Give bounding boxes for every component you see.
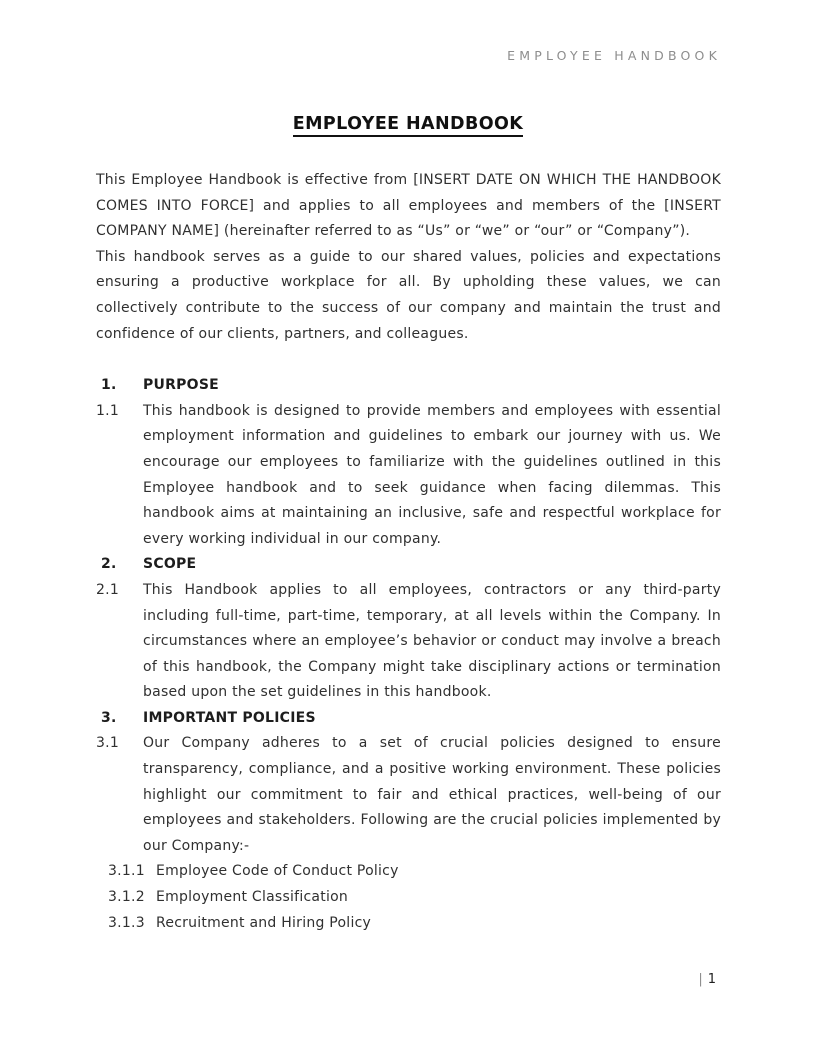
footer-separator: | — [698, 972, 703, 987]
clause — [96, 731, 721, 859]
section-number: 1. — [101, 377, 117, 394]
clause — [96, 399, 721, 553]
intro-paragraph-1: This Employee Handbook is effective from [INSERT DATE ON WHICH THE HANDBOOK COMES INTO FORCE] and applies to all employees and members of the [INSERT COMPANY NAME] (hereinafter referred to as “Us” or “we” or “our” or “Company”). — [96, 172, 721, 240]
policy-item-label: Employee Code of Conduct Policy — [156, 863, 399, 880]
section-important-policies — [96, 706, 721, 936]
section-title: IMPORTANT POLICIES — [143, 709, 316, 726]
policy-item-label: Recruitment and Hiring Policy — [156, 914, 372, 931]
policy-item-number: 3.1.3 — [108, 914, 145, 931]
section-scope — [96, 552, 721, 706]
clause-number: 2.1 — [96, 581, 120, 598]
section-heading — [96, 373, 721, 399]
clause — [96, 578, 721, 706]
section-heading — [96, 706, 721, 732]
running-header: EMPLOYEE HANDBOOK — [507, 48, 721, 63]
section-number: 2. — [101, 556, 117, 573]
policy-item-label: Employment Classification — [156, 889, 349, 906]
policy-item-number: 3.1.2 — [108, 889, 145, 906]
clause-number: 3.1 — [96, 735, 120, 752]
section-heading — [96, 552, 721, 578]
section-purpose — [96, 373, 721, 552]
document-body — [96, 168, 721, 936]
policy-list-item — [96, 885, 721, 911]
section-title: SCOPE — [143, 556, 197, 573]
clause-text: This Handbook applies to all employees, contractors or any third-party including full-time, part-time, temporary, at all levels within the Company. In circumstances where an employee’s behavior or conduct may involve a breach of this handbook, the Company might take disciplinary actions or termination based upon the set guidelines in this handbook. — [143, 581, 721, 701]
clause-number: 1.1 — [96, 402, 120, 419]
policy-list-item — [96, 911, 721, 937]
page-footer — [698, 972, 716, 987]
section-title: PURPOSE — [143, 377, 219, 394]
page-title-text: EMPLOYEE HANDBOOK — [293, 114, 523, 137]
clause-text: Our Company adheres to a set of crucial policies designed to ensure transparency, compliance, and a positive working environment. These policies highlight our commitment to fair and ethical practices, well-being of our employees and stakeholders. Following are the crucial policies implemented by our Company:- — [143, 735, 721, 854]
page-number: 1 — [707, 972, 716, 987]
policy-list-item — [96, 859, 721, 885]
section-number: 3. — [101, 709, 117, 726]
intro-paragraph-2: This handbook serves as a guide to our shared values, policies and expectations ensuring a productive workplace for all. By upholding these values, we can collectively contribute to the success of our company and maintain the trust and confidence of our clients, partners, and colleagues. — [96, 248, 721, 342]
clause-text: This handbook is designed to provide members and employees with essential employment information and guidelines to embark our journey with us. We encourage our employees to familiarize with the guidelines outlined in this Employee handbook and to seek guidance when facing dilemmas. This handbook aims at maintaining an inclusive, safe and respectful workplace for every working individual in our company. — [143, 402, 721, 547]
policy-item-number: 3.1.1 — [108, 863, 145, 880]
page-title — [0, 114, 816, 134]
